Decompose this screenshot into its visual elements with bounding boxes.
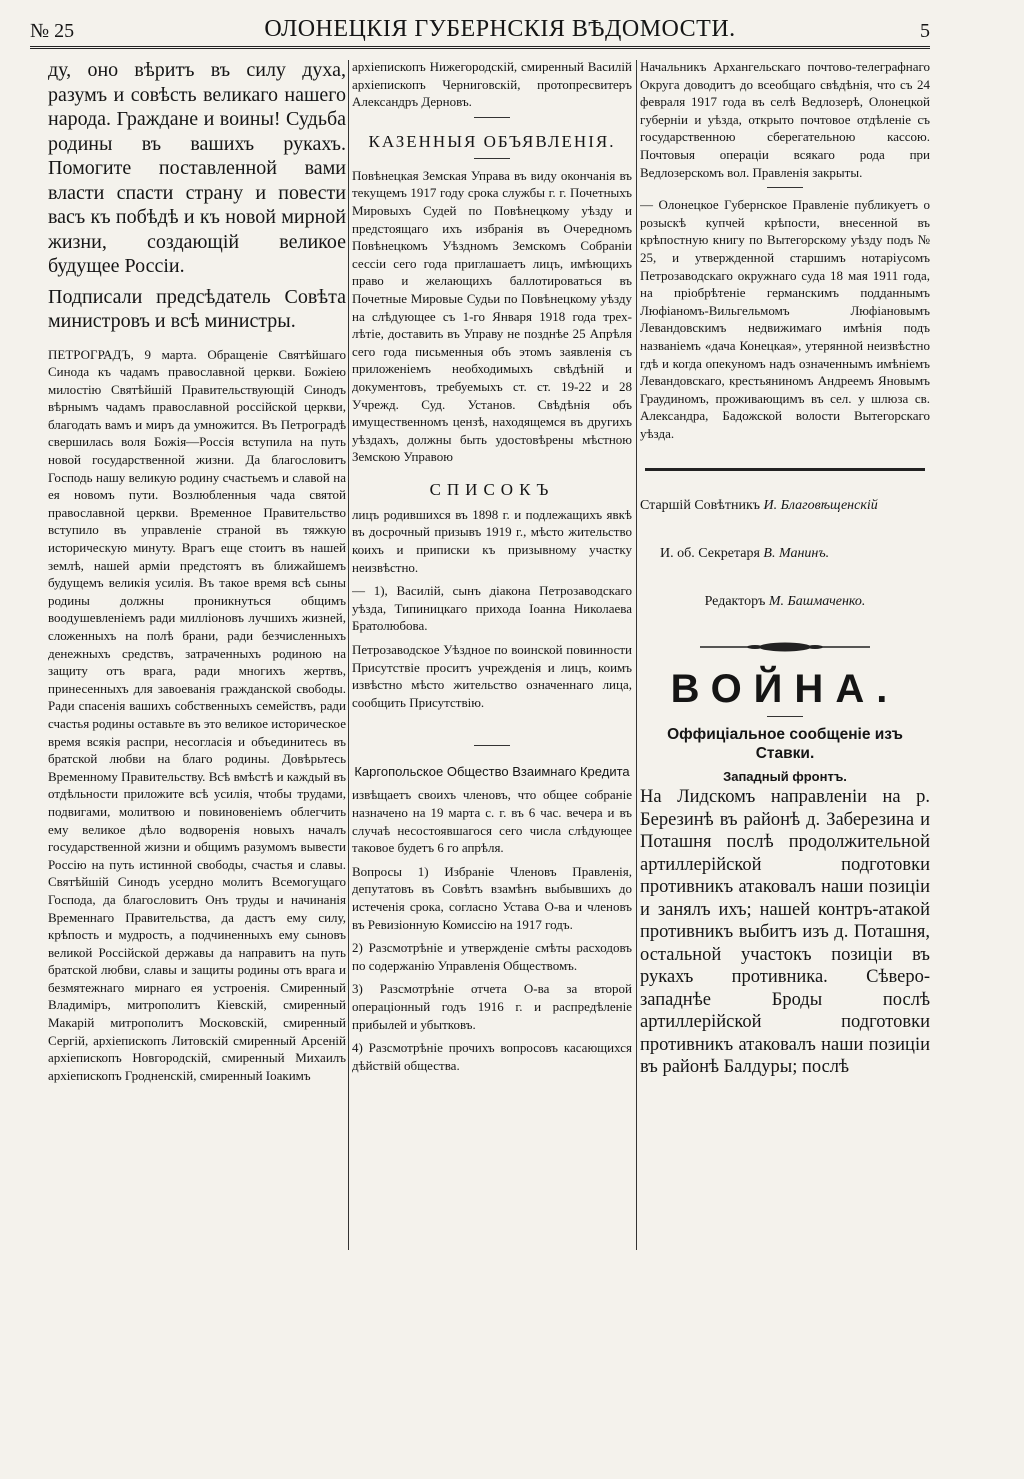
agenda-item-1: Вопросы 1) Избраніе Членовъ Правленія, депутатовъ въ Совѣтъ взамѣнъ выбывшихъ до истеченія срока, согласно Устава О-ва и членовъ въ Ревизіонную Комиссію на 1917 годъ. — [352, 863, 632, 932]
list-entry: — 1), Василій, сынъ діакона Петрозаводскаго уѣзда, Типиницкаго прихода Іоанна Николаева Братолюбова. — [352, 583, 632, 634]
signature-editor — [640, 593, 930, 611]
synod-signatures-end: архіепископъ Нижегородскій, смиренный Василій архіепископъ Черниговскій, протопресвитеръ Александръ Дерновъ. — [352, 59, 632, 110]
divider — [474, 158, 510, 159]
agenda-item-2: 2) Разсмотрѣніе и утвержденіе смѣты расходовъ по содержанію Управленія Обществомъ. — [352, 940, 632, 973]
column-divider-1 — [348, 60, 349, 1250]
war-heading: ВОЙНА. — [670, 667, 900, 712]
signature-senior-counselor — [640, 497, 930, 515]
war-subheading: Оффиціальное сообщеніе изъ Ставки. — [667, 726, 903, 763]
newspaper-title: ОЛОНЕЦКІЯ ГУБЕРНСКІЯ ВѢДОМОСТИ. — [264, 16, 736, 42]
page-number: 5 — [920, 20, 930, 42]
signatories-note: Подписали предсѣдатель Совѣта министровъ и всѣ министры. — [48, 285, 346, 332]
signature-secretary — [640, 545, 930, 563]
divider — [767, 716, 803, 717]
divider — [767, 187, 803, 188]
sig-role: И. об. Секретаря — [660, 546, 760, 562]
official-notices-heading: КАЗЕННЫЯ ОБЪЯВЛЕНІЯ. — [368, 131, 616, 151]
ornament-divider-icon — [700, 641, 870, 653]
column-divider-2 — [636, 60, 637, 1250]
divider — [474, 117, 510, 118]
synod-appeal: ПЕТРОГРАДЪ, 9 марта. Обращеніе Святѣйшаго Синода къ чадамъ православной церкви. Божіею милостію Святѣйшій Правительствующій Синодъ вѣрнымъ чадамъ православной россійской церкви, благодать вамъ и миръ да умножится. Въ Петроградѣ свершилась воля Божія—Россія вступила на путь новой государственной жизни. Да благословитъ Господь нашу великую родину счастьемъ и славой на ея новомъ пути. Возлюбленныя чада святой православной церкви. Временное Правительство вступило въ управленіе страной въ тяжкую историческую минуту. Врагъ еще стоитъ въ нашей землѣ, нашей арміи предстоятъ въ ближайшемъ будущемъ великія усилія. Въ такое время всѣ сыны родины должны проникнуться общимъ воодушевленіемъ ради милліоновъ лучшихъ жизней, сложенныхъ на полѣ брани, ради безчисленныхъ денежныхъ средствъ, затраченныхъ родиною на защиту отъ врага, ради многихъ жертвъ, принесенныхъ для завоеванія гражданской свободы. Ради спасенія вашихъ собственныхъ семействъ, ради счастья родины оставьте въ это великое историческое время всякія распри, несогласія и объединитесь въ братской любви на благо родины. Довѣрьтесь Временному Правительству. Всѣ вмѣстѣ и каждый въ отдѣльности приложите всѣ усилія, чтобы трудами, подвигами, молитвою и повиновеніемъ облегчить ему великое дѣло водворенія новыхъ началъ государственной жизни и общимъ разумомъ вывести Россію на путь истинной свободы, счастья и славы. Святѣйшій Синодъ усердно молитъ Всемогущаго Господа, да благословитъ Онъ труды и начинанія Временнаго Правительства, да дастъ ему силу, крѣпость и мудрость, а подчиненныхъ ему сыновъ великой Россійской державы да направитъ на путь братской любви, славы и защиты родины отъ врага и безмятежнаго мирнаго ея устроенія. Смиренный Владиміръ, митрополитъ Кіевскій, смиренный Макарій митрополитъ Московскій, смиренный Сергій, архіепископъ Литовскій смиренный Арсеній архіепископъ Новгородскій, смиренный Михаилъ архіепископъ Гродненскій, смиренный Іоакимъ — [48, 346, 346, 1083]
separator-rule — [645, 468, 925, 471]
list-intro: лицъ родившихся въ 1898 г. и подлежащихъ явкѣ въ досрочный призывъ 1919 г., мѣсто жительство коихъ и приписки къ призывному участку неизвѣстно. — [352, 506, 632, 575]
kargopol-heading: Каргопольское Общество Взаимнаго Кредита — [354, 764, 630, 780]
agenda-item-4: 4) Разсмотрѣніе прочихъ вопросовъ касающихся дѣйствій общества. — [352, 1040, 632, 1073]
deed-search-notice: — Олонецкое Губернское Правленіе публикуетъ о розыскѣ купчей крѣпости, внесенной въ крѣпостную книгу по Вытегорскому уѣзду подъ № 25, и утвержденной старшимъ нотаріусомъ Петрозаводскаго окружнаго суда 18 мая 1911 года, на пріобрѣтеніе германскимъ подданнымъ Люфіаномъ-Вильгельмомъ Люфіановымъ Левандовскимъ недвижимаго имѣнія подъ названіемъ «дача Конецкая», утерянной неизвѣстно гдѣ и когда опекуномъ надъ означеннымъ имѣніемъ Левандовскаго, крестьяниномъ Андреемъ Яновымъ Граудиномъ, проживающимъ въ сел. у шлюза св. Александра, Бадожской волости Вытегорскаго уѣзда. — [640, 197, 930, 441]
header-rule — [30, 46, 930, 49]
war-report: На Лидскомъ направленіи на р. Березинѣ въ районѣ д. Заберезина и Поташня послѣ продолжительной артиллерійской подготовки противникъ атаковалъ наши позиціи и занялъ ихъ; нашей контръ-атакой противникъ выбитъ изъ д. Поташня, остальной участокъ позиціи въ рукахъ противника. Сѣверо-западнѣе Броды послѣ артиллерійской подготовки противникъ атаковалъ наши позиціи въ районѣ Балдуры; послѣ — [640, 787, 930, 1078]
list-heading: СПИСОКЪ — [429, 479, 555, 499]
sig-name: И. Благовѣщенскій — [763, 498, 878, 514]
column-2 — [352, 58, 632, 1258]
sig-role: Редакторъ — [704, 594, 766, 610]
povenets-notice: Повѣнецкая Земская Управа въ виду окончанія въ текущемъ 1917 году срока службы г. г. Почетныхъ Мировыхъ Судей по Повѣнецкому уѣзду и предстоящаго ихъ избранія въ Очередномъ Повѣнецкомъ Уѣздномъ Земскомъ Собраніи сессіи сего года приглашаетъ лицъ, имѣющихъ право и желающихъ баллотироваться въ Почетные Мировые Судьи по Повѣнецкому уѣзду на слѣдующее съ 1-го Января 1918 года трех-лѣтіе, доставить въ Управу не позднѣе 25 Апрѣля сего года письменныя объ этомъ заявленія съ приложеніемъ необходимыхъ свѣдѣній и документовъ, требуемыхъ ст. ст. 19-22 и 28 Учрежд. Суд. Установ. Свѣдѣнія объ имущественномъ цензѣ, находящемся въ другихъ уѣздахъ, должны быть удостовѣрены мѣстною Земскою Управою — [352, 167, 632, 465]
divider — [474, 745, 510, 746]
postal-notice: Начальникъ Архангельскаго почтово-телеграфнаго Округа доводитъ до всеобщаго свѣдѣнія, что съ 24 февраля 1917 года въ селѣ Ведлозерѣ, Олонецкой губерніи и уѣзда, открыто почтовое отдѣленіе съ государственною сберегательною кассою. Почтовыя операціи всякаго рода при Ведлозерскомъ вол. Правленія закрыты. — [640, 59, 930, 180]
conscription-request: Петрозаводское Уѣздное по воинской повинности Присутствіе проситъ учрежденія и лицъ, коимъ извѣстно мѣсто жительство означеннаго лица, сообщить Присутствію. — [352, 642, 632, 710]
issue-number: № 25 — [30, 20, 75, 42]
sig-role: Старшій Совѣтникъ — [640, 498, 761, 514]
front-heading: Западный фронтъ. — [723, 769, 847, 785]
appeal-continuation: ду, оно вѣритъ въ силу духа, разумъ и совѣсть великаго нашего народа. Граждане и воины! Судьба родины въ вашихъ рукахъ. Помогите поставленной вами власти спасти страну и повести васъ къ побѣдѣ и къ новой мирной жизни, создающій великое будущее Россіи. — [48, 59, 346, 277]
column-3 — [640, 58, 930, 1258]
column-1 — [48, 58, 346, 1258]
agenda-item-3: 3) Разсмотрѣніе отчета О-ва за второй операціонный годъ 1916 г. и распредѣленіе прибылей и убытковъ. — [352, 981, 632, 1032]
sig-name: В. Манинъ. — [763, 546, 830, 562]
page-header — [30, 12, 930, 44]
kargopol-notice: извѣщаетъ своихъ членовъ, что общее собраніе назначено на 19 марта с. г. въ 6 час. вечера и въ случаѣ несостоявшагося сего числа слѣдующее таковое будетъ 6 го апрѣля. — [352, 787, 632, 856]
sig-name: М. Башмаченко. — [768, 594, 866, 610]
